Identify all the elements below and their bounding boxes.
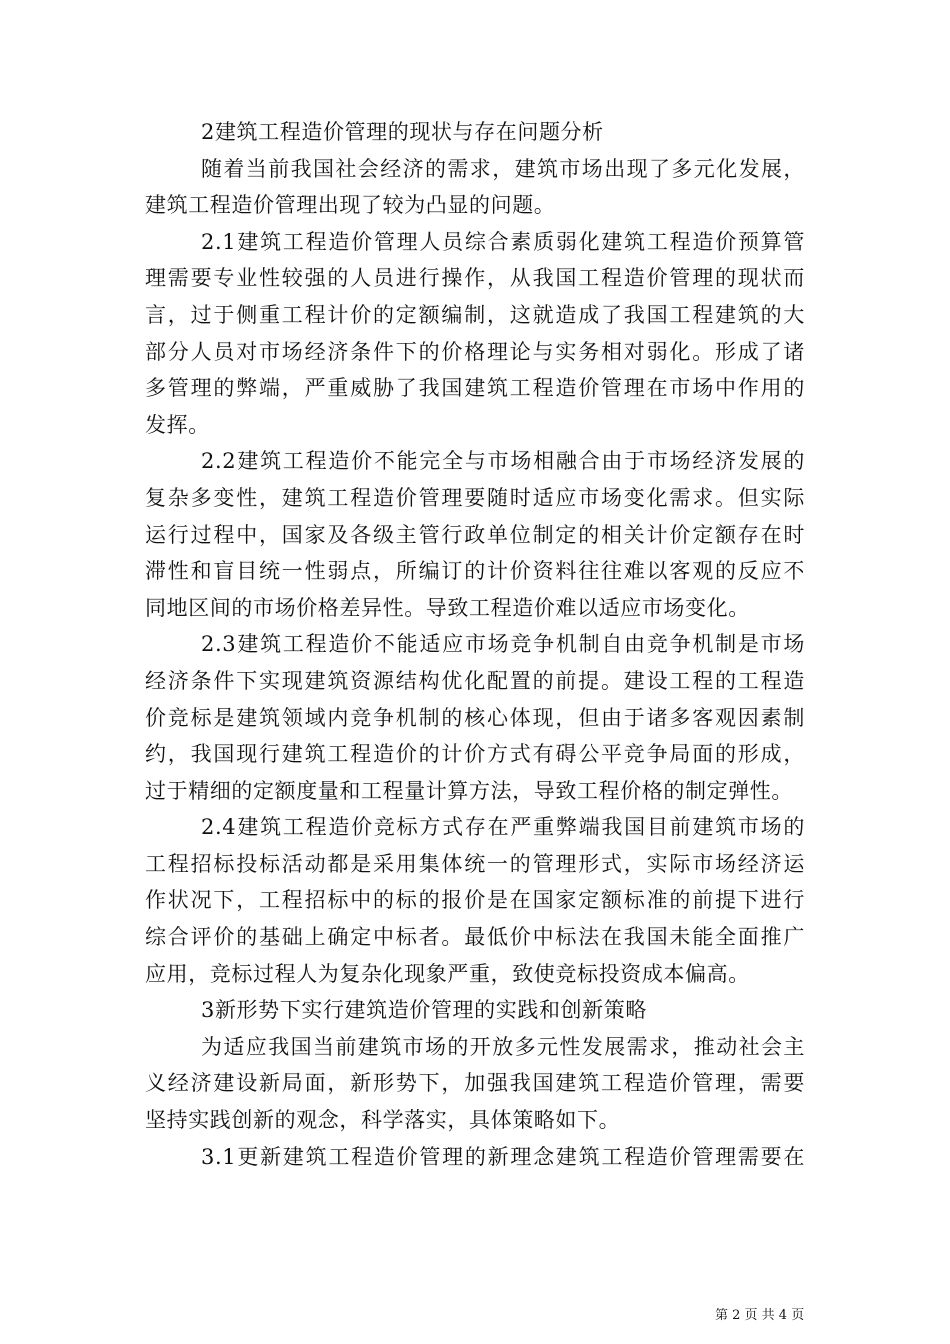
paragraph-line: 理需要专业性较强的人员进行操作，从我国工程造价管理的现状而: [145, 266, 805, 291]
paragraph-line: 发挥。: [145, 412, 210, 437]
section-heading-3: 3新形势下实行建筑造价管理的实践和创新策略: [201, 998, 647, 1023]
paragraph-line: 运行过程中，国家及各级主管行政单位制定的相关计价定额存在时: [145, 522, 805, 547]
paragraph-line: 建筑工程造价管理出现了较为凸显的问题。: [145, 193, 556, 218]
document-body: [145, 114, 805, 1175]
paragraph-line: 言，过于侧重工程计价的定额编制，这就造成了我国工程建筑的大: [145, 302, 805, 327]
subsection-2-2-line: 2.2建筑工程造价不能完全与市场相融合由于市场经济发展的: [201, 449, 805, 474]
paragraph-line: 过于精细的定额度量和工程量计算方法，导致工程价格的制定弹性。: [145, 778, 793, 803]
paragraph-line: 工程招标投标活动都是采用集体统一的管理形式，实际市场经济运: [145, 851, 805, 876]
paragraph-line: 复杂多变性，建筑工程造价管理要随时适应市场变化需求。但实际: [145, 485, 805, 510]
section-heading-2: 2建筑工程造价管理的现状与存在问题分析: [201, 120, 604, 144]
paragraph-line: 作状况下，工程招标中的标的报价是在国家定额标准的前提下进行: [145, 888, 805, 913]
paragraph-line: 坚持实践创新的观念，科学落实，具体策略如下。: [145, 1108, 621, 1133]
paragraph-line: 多管理的弊端，严重威胁了我国建筑工程造价管理在市场中作用的: [145, 376, 805, 401]
paragraph-line: 价竞标是建筑领域内竞争机制的核心体现，但由于诸多客观因素制: [145, 705, 805, 730]
paragraph-line: 滞性和盲目统一性弱点，所编订的计价资料往往难以客观的反应不: [145, 559, 805, 584]
paragraph-line: 为适应我国当前建筑市场的开放多元性发展需求，推动社会主: [201, 1034, 805, 1059]
paragraph-line: 义经济建设新局面，新形势下，加强我国建筑工程造价管理，需要: [145, 1071, 805, 1096]
subsection-2-3-line: 2.3建筑工程造价不能适应市场竞争机制自由竞争机制是市场: [201, 632, 805, 657]
paragraph-line: 应用，竞标过程人为复杂化现象严重，致使竞标投资成本偏高。: [145, 961, 750, 986]
paragraph-line: 约，我国现行建筑工程造价的计价方式有碍公平竞争局面的形成，: [145, 742, 805, 767]
paragraph-line: 部分人员对市场经济条件下的价格理论与实务相对弱化。形成了诸: [145, 339, 805, 364]
subsection-2-1-line: 2.1建筑工程造价管理人员综合素质弱化建筑工程造价预算管: [201, 229, 805, 254]
paragraph-line: 经济条件下实现建筑资源结构优化配置的前提。建设工程的工程造: [145, 668, 805, 693]
paragraph-line: 随着当前我国社会经济的需求，建筑市场出现了多元化发展，: [201, 156, 805, 181]
paragraph-line: 同地区间的市场价格差异性。导致工程造价难以适应市场变化。: [145, 595, 750, 620]
subsection-3-1-line: 3.1更新建筑工程造价管理的新理念建筑工程造价管理需要在: [201, 1144, 805, 1169]
paragraph-line: 综合评价的基础上确定中标者。最低价中标法在我国未能全面推广: [145, 925, 805, 950]
subsection-2-4-line: 2.4建筑工程造价竞标方式存在严重弊端我国目前建筑市场的: [201, 815, 805, 840]
page-number: 第 2 页 共 4 页: [715, 1308, 805, 1323]
